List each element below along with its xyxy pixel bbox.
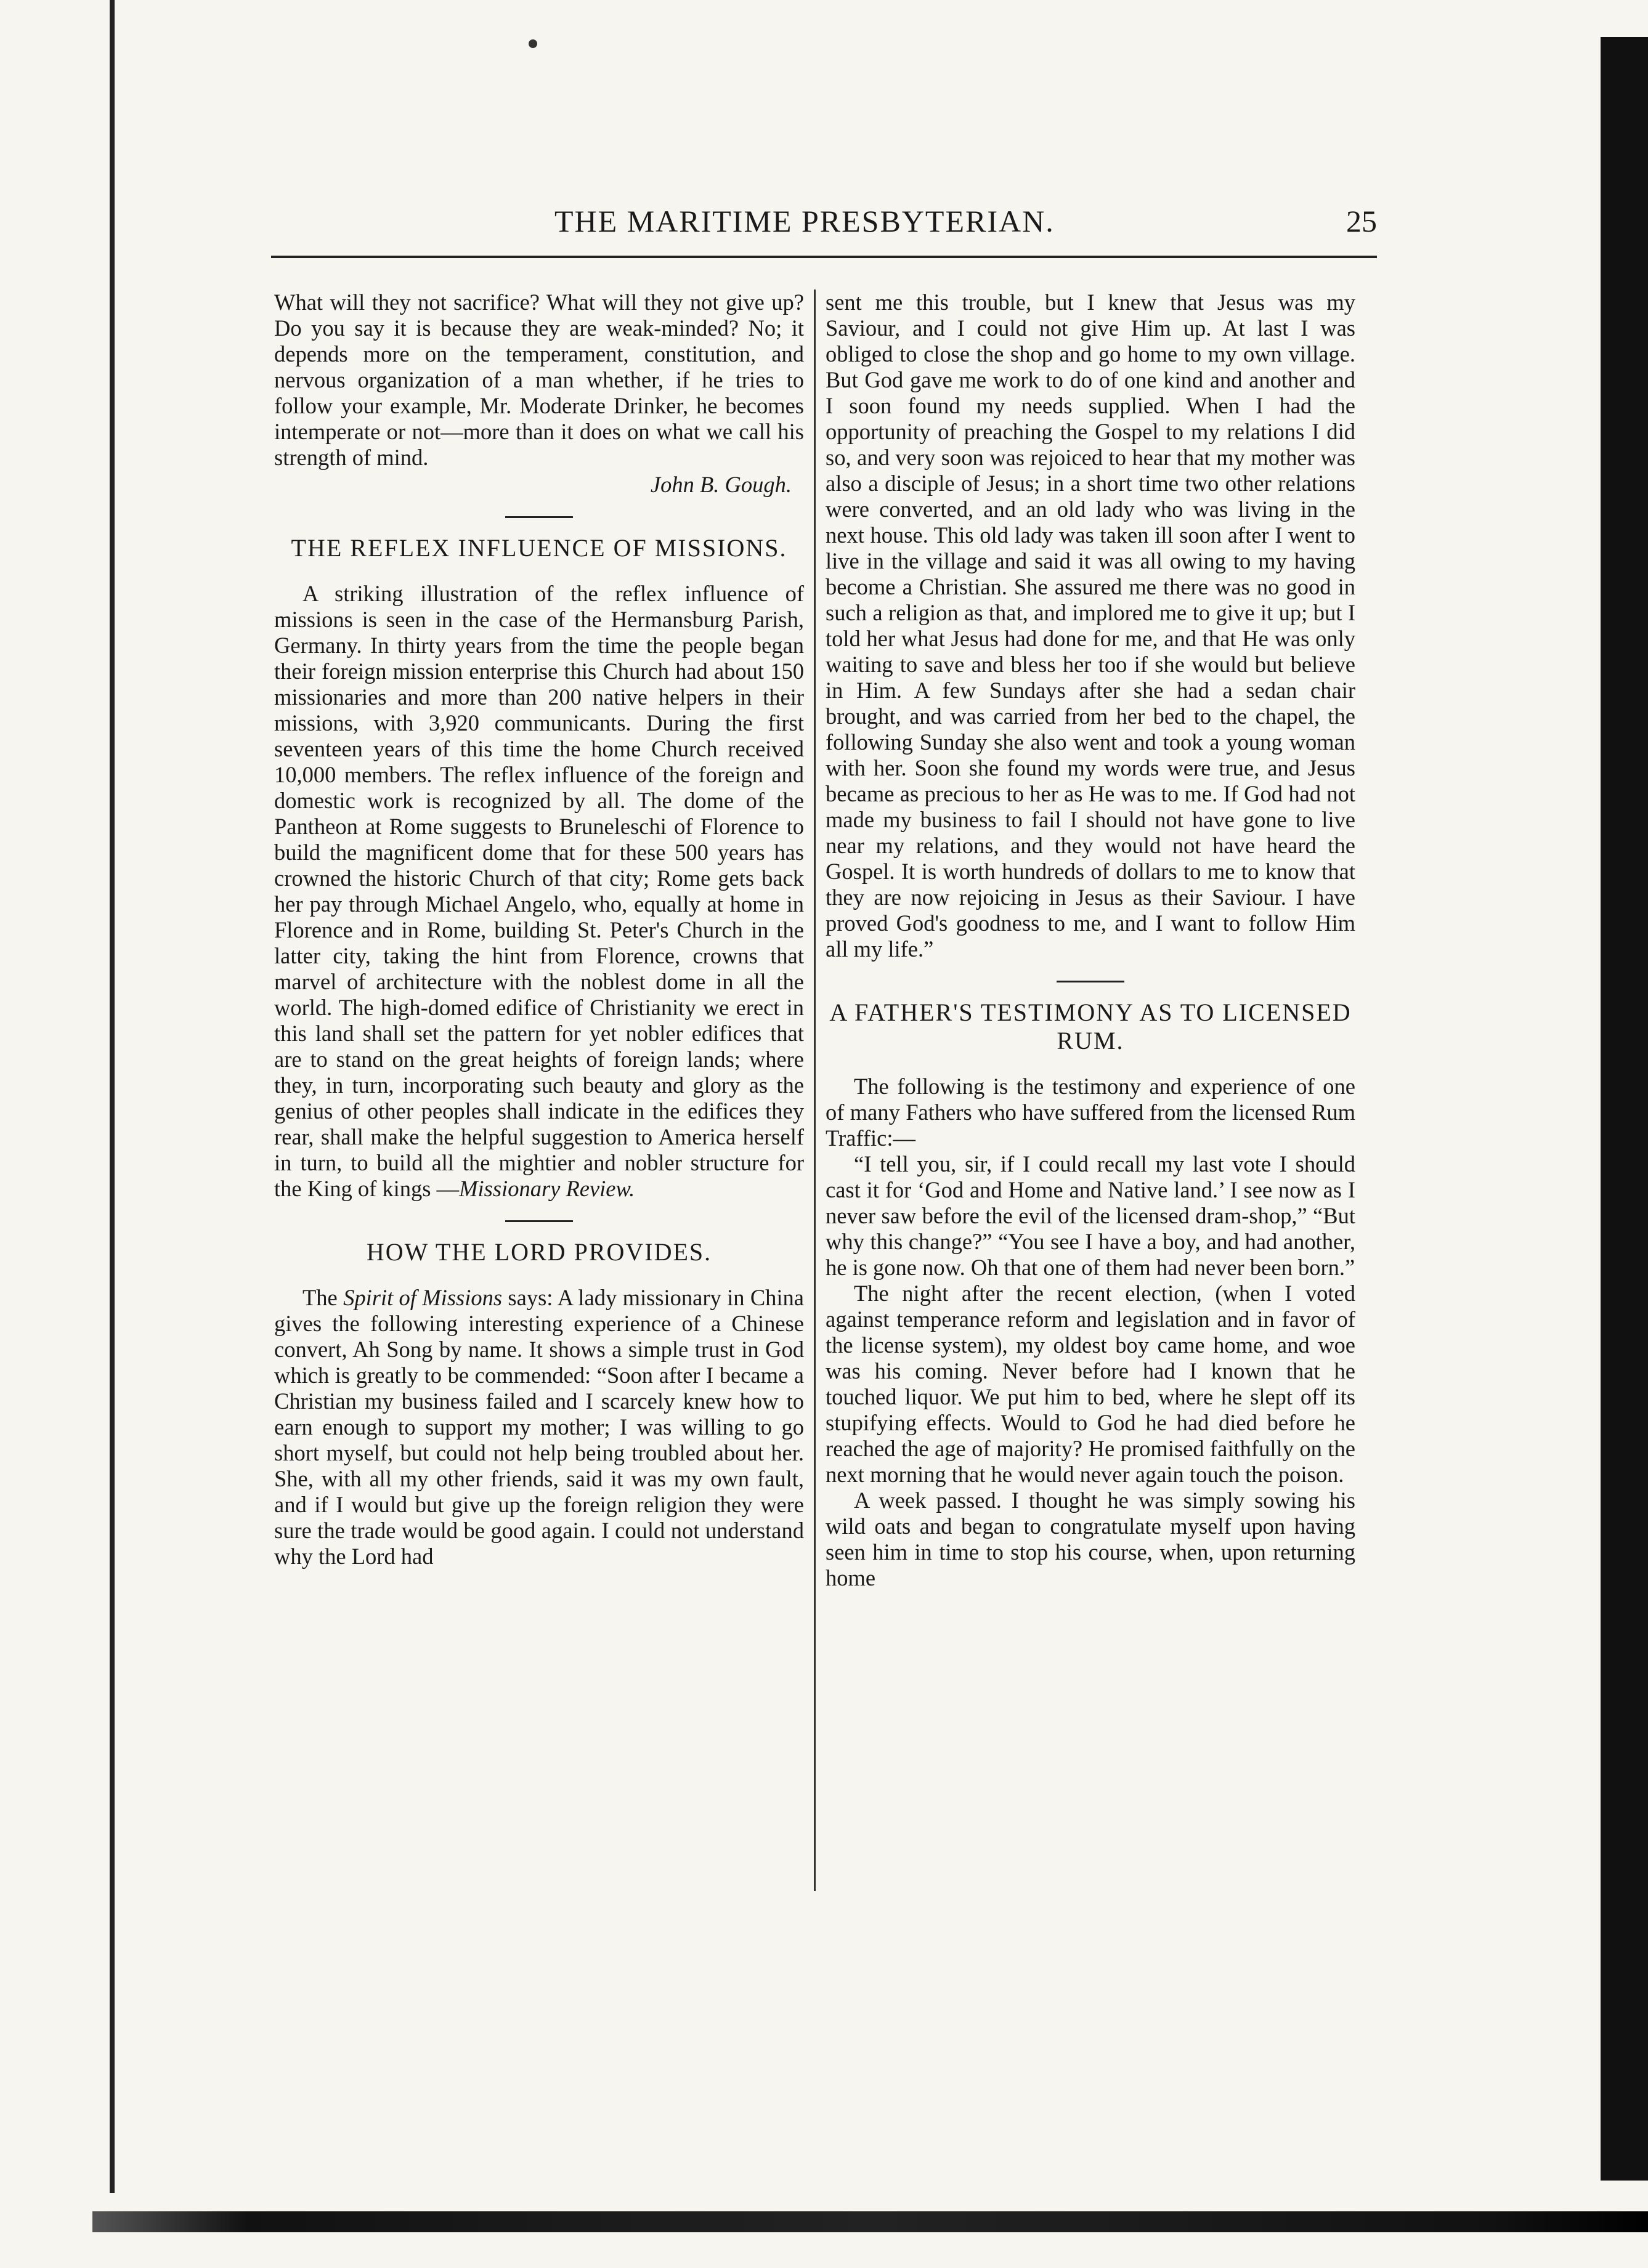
section-divider (505, 516, 573, 518)
father-quote: “I tell you, sir, if I could recall my last vote I should cast it for ‘God and Home and Native land.’ I see now as I never saw before the evil of the licensed dram-shop,” “But why this change?” “You see I have a boy, and had another, he is gone now. Oh that one of them had never been born.” (826, 1151, 1355, 1280)
reflex-text: A striking illustration of the reflex influence of missions is seen in the case of the Hermansburg Parish, Germany. In thirty years from the time the people began their foreign mission enterprise this Church had about 150 missionaries and more than 200 native helpers in their missions, with 3,920 communicants. During the first seventeen years of this time the home Church received 10,000 members. The reflex influence of the foreign and domestic work is recognized by all. The dome of the Pantheon at Rome suggests to Bruneleschi of Florence to build the magnificent dome that for these 500 years has crowned the historic Church of that city; Rome gets back her pay through Michael Angelo, who, equally at home in Florence and in Rome, building St. Peter's Church in the latter city, taking the hint from Florence, crowns that marvel of architecture with the noblest dome in all the world. The high-domed edifice of Christianity we erect in this land shall set the pattern for yet nobler edifices that are to stand on the great heights of foreign lands; where they, in turn, incorporating such beauty and glory as the genius of other peoples shall indicate in the edifices they rear, shall make the helpful suggestion to America herself in turn, to build all the mightier and nobler structure for the King of kings — (274, 581, 804, 1201)
column-divider (814, 290, 816, 1891)
scan-edge-shadow (1601, 37, 1648, 2181)
father-week-paragraph: A week passed. I thought he was simply sowing his wild oats and began to congratulate myself upon having seen him in time to stop his course, when, upon returning home (826, 1488, 1355, 1590)
gough-signature: John B. Gough. (650, 472, 792, 497)
page-number: 25 (1346, 204, 1377, 238)
provides-paragraph (274, 1285, 804, 1569)
ah-song-continuation: sent me this trouble, but I knew that Jesus was my Saviour, and I could not give Him up. At last I was obliged to close the shop and go home to my own village. But God gave me work to do of one kind and another and I soon found my needs supplied. When I had the opportunity of preaching the Gospel to my relations I did so, and very soon was rejoiced to hear that my mother was also a disciple of Jesus; in a short time two other relations were converted, and an old lady who was living in the next house. This old lady was taken ill soon after I went to live in the village and said it was all owing to my having become a Christian. She assured me there was no good in such a religion as that, and implored me to give it up; but I told her what Jesus had done for me, and that He was only waiting to save and bless her too if she would but believe in Him. A few Sundays after she had a sedan chair brought, and was carried from her bed to the chapel, the following Sunday she also went and took a young woman with her. Soon she found my words were true, and Jesus became as precious to her as He was to me. If God had not made my business to fail I should not have gone to live near my relations, and they would not have heard the Gospel. It is worth hundreds of dollars to me to know that they are now rejoicing in Jesus as their Saviour. I have proved God's goodness to me, and I want to follow Him all my life.” (826, 290, 1355, 962)
section-divider (505, 1220, 573, 1222)
page-binding-edge (110, 0, 115, 2193)
ink-speck (529, 39, 537, 48)
provides-text: says: A lady missionary in China gives the following interesting experience of a Chinese convert, Ah Song by name. It shows a simple trust in God which is greatly to be commended: “Soon after I became a Christian my business failed and I scarcely knew how to earn enough to support my mother; I was willing to go short myself, but could not help being troubled about her. She, with all my other friends, said it was my own fault, and if I would but give up the foreign religion they were sure the trade would be good again. I could not understand why the Lord had (274, 1285, 805, 1569)
heading-lord-provides: HOW THE LORD PROVIDES. (366, 1238, 712, 1266)
heading-fathers-testimony: A FATHER'S TESTIMONY AS TO LICENSED RUM. (829, 998, 1352, 1055)
reflex-paragraph (274, 581, 804, 1202)
scan-bottom-edge (92, 2211, 1648, 2232)
provides-lead: The (302, 1285, 338, 1310)
left-column (274, 290, 804, 1569)
section-divider (1057, 981, 1124, 982)
father-intro: The following is the testimony and experience of one of many Fathers who have suffered from the licensed Rum Traffic:— (826, 1074, 1355, 1151)
provides-source: Spirit of Missions (343, 1285, 503, 1310)
reflex-source: Missionary Review. (459, 1176, 635, 1201)
page-header (271, 203, 1377, 259)
heading-reflex-influence: THE REFLEX INFLUENCE OF MISSIONS. (291, 534, 787, 562)
gough-paragraph: What will they not sacrifice? What will they not give up? Do you say it is because they are weak-minded? No; it depends more on the temperament, constitution, and nervous organization of a man whether, if he tries to follow your example, Mr. Moderate Drinker, he becomes intemperate or not—more than it does on what we call his strength of mind. (274, 290, 804, 470)
header-rule (271, 256, 1377, 258)
running-title: THE MARITIME PRESBYTERIAN. (554, 204, 1055, 238)
right-column (826, 290, 1355, 1591)
father-night-paragraph: The night after the recent election, (when I voted against temperance reform and legislation and in favor of the license system), my oldest boy came home, and woe was his coming. Never before had I known that he touched liquor. We put him to bed, where he slept off its stupifying effects. Would to God he had died before he reached the age of majority? He promised faithfully on the next morning that he would never again touch the poison. (826, 1281, 1355, 1487)
